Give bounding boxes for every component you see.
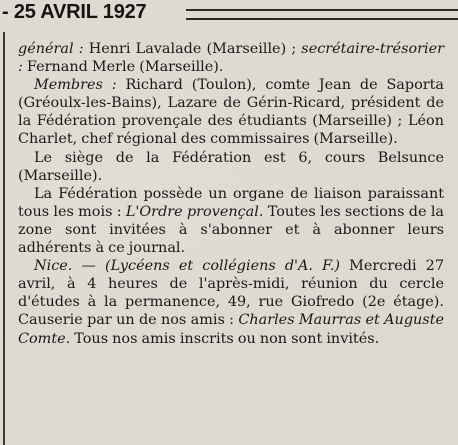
article-body: [18, 40, 444, 348]
journal-intro: La Fédération possède un organe de liaison paraissant tous les mois :: [18, 185, 444, 220]
header-double-rule: [186, 9, 458, 20]
journal-title: L'Ordre provençal.: [125, 203, 264, 220]
secretaire-label: secrétaire-trésorier :: [18, 41, 444, 76]
page-header: [0, 0, 458, 30]
secretaire-name: Fernand Merle (Marseille).: [22, 59, 224, 76]
paragraph-journal: [18, 185, 444, 257]
paragraph-nice: [18, 257, 444, 347]
journal-invitation: Toutes les sections de la zone sont invitées à s'abonner et à abonner leurs adhérents à ce journal.: [18, 203, 444, 257]
nice-city: Nice. —: [34, 258, 96, 275]
general-label: général :: [18, 41, 84, 57]
column-rule: [3, 32, 5, 445]
paragraph-siege: [18, 149, 444, 185]
issue-date: - 25 AVRIL 1927: [2, 1, 147, 23]
membres-label: Membres :: [34, 77, 117, 94]
membres-text: Richard (Toulon), comte Jean de Saporta (Gréoulx-les-Bains), Lazare de Gérin-Ricard, président de la Fédération provençale des étudiants (Marseille) ; Léon Charlet, chef régional des commissaires (Marseille).: [18, 77, 444, 148]
paragraph-officers: [18, 40, 444, 76]
paragraph-membres: [18, 76, 444, 148]
nice-subject: Charles Maurras et Auguste Comte.: [18, 312, 444, 347]
nice-closing: Tous nos amis inscrits ou non sont invités.: [70, 330, 380, 347]
nice-meeting: Mercredi 27 avril, à 4 heures de l'après-midi, réunion du cercle d'études à la permanence, 49, rue Giofredo (2e étage). Causerie par un de nos amis :: [18, 258, 444, 329]
nice-group: (Lycéens et collégiens d'A. F.): [95, 258, 341, 275]
siege-text: Le siège de la Fédération est 6, cours Belsunce (Marseille).: [18, 149, 444, 184]
general-name: Henri Lavalade (Marseille) ;: [83, 41, 297, 57]
